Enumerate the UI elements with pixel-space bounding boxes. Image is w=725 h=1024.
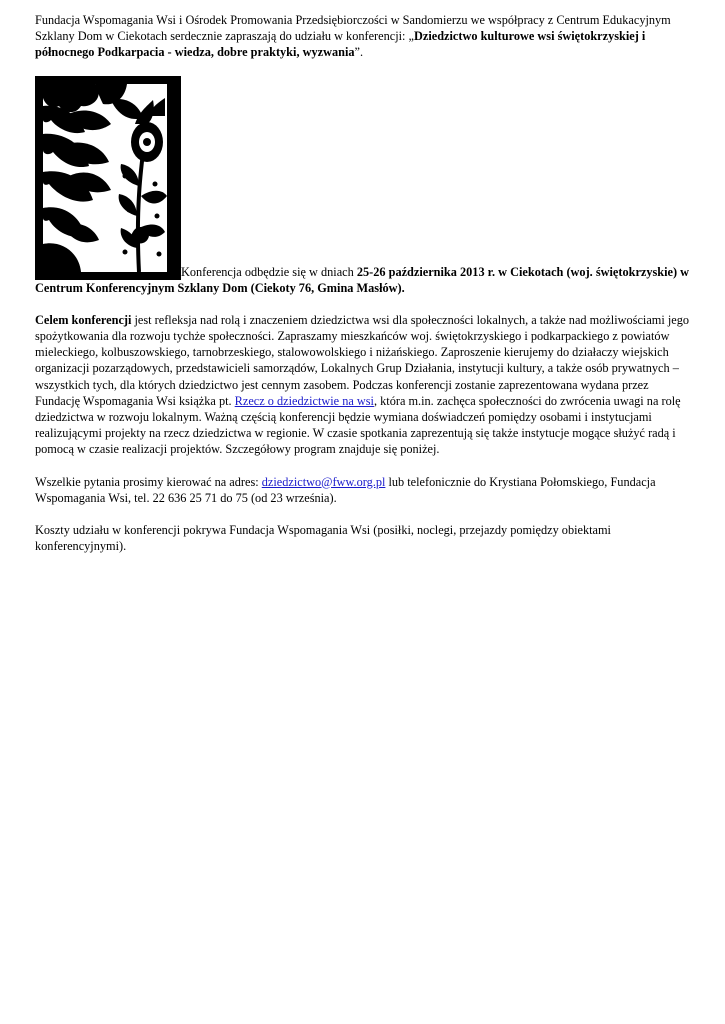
contact-paragraph xyxy=(35,474,693,506)
intro-paragraph xyxy=(35,12,693,61)
contact-text-1: Wszelkie pytania prosimy kierować na adres: xyxy=(35,474,262,489)
book-link[interactable]: Rzecz o dziedzictwie na wsi xyxy=(234,393,374,408)
goal-heading: Celem konferencji xyxy=(35,312,132,327)
date-lead: Konferencja odbędzie się w dniach xyxy=(181,264,357,279)
goal-text-1: jest refleksja nad rolą i znaczeniem dziedzictwa wsi dla społeczności lokalnych, a także nad możliwościami jego spożytkowania dla rozwoju tychże społeczności. Zapraszamy mieszkańców woj. świętokrzyskiego i podkarpackiego z powiatów mieleckiego, kolbuszowskiego, tarnobrzeskiego, stalowowolskiego i niżańskiego. Zaproszenie kierujemy do działaczy wiejskich organizacji pozarządowych, przedstawicieli samorządów, Lokalnych Grup Działania, instytucji kultury, a także osób prywatnych – wszystkich tych, dla których dziedzictwo jest cennym zasobem. Podczas konferencji zostanie zaprezentowana wydana przez Fundację Wspomagania Wsi książka pt. xyxy=(35,312,690,408)
costs-paragraph: Koszty udziału w konferencji pokrywa Fundacja Wspomagania Wsi (posiłki, noclegi, przejazdy pomiędzy obiektami konferencyjnymi). xyxy=(35,523,611,554)
intro-text: Fundacja Wspomagania Wsi i Ośrodek Promowania Przedsiębiorczości w Sandomierzu we współpracy z Centrum Edukacyjnym Szklany Dom w Ciekotach serdecznie zapraszają do udziału w konferencji: „ xyxy=(35,13,671,44)
folk-paper-cutout-image xyxy=(35,76,181,280)
folk-paper-cutout-graphic xyxy=(35,76,181,280)
conference-title: Dziedzictwo kulturowe wsi świętokrzyskiej i północnego Podkarpacia - wiedza, dobre praktyki, wyzwania xyxy=(35,29,646,60)
document-body xyxy=(35,12,693,570)
date-paragraph xyxy=(35,76,693,296)
email-link[interactable]: dziedzictwo@fww.org.pl xyxy=(261,474,386,489)
intro-closing: ”. xyxy=(354,45,364,60)
goal-paragraph xyxy=(35,312,693,458)
goal-text-2: , która m.in. zachęca społeczności do zwrócenia uwagi na rolę dziedzictwa w rozwoju lokalnym. Ważną częścią konferencji będzie wymiana doświadczeń pomiędzy osobami i instytucjami realizującymi projekty na rzecz dziedzictwa w regionie. W czasie spotkania zaprezentują się także instytucje mogące służyć radą i pomocą w czasie realizacji projektów. Szczegółowy program znajduje się poniżej. xyxy=(35,393,681,457)
date-details: 25-26 października 2013 r. w Ciekotach (woj. świętokrzyskie) w Centrum Konferencyjnym Szklany Dom (Ciekoty 76, Gmina Masłów). xyxy=(35,264,690,295)
contact-text-2: lub telefonicznie do Krystiana Połomskiego, Fundacja Wspomagania Wsi, tel. 22 636 25 71 do 75 (od 23 września). xyxy=(35,474,656,505)
